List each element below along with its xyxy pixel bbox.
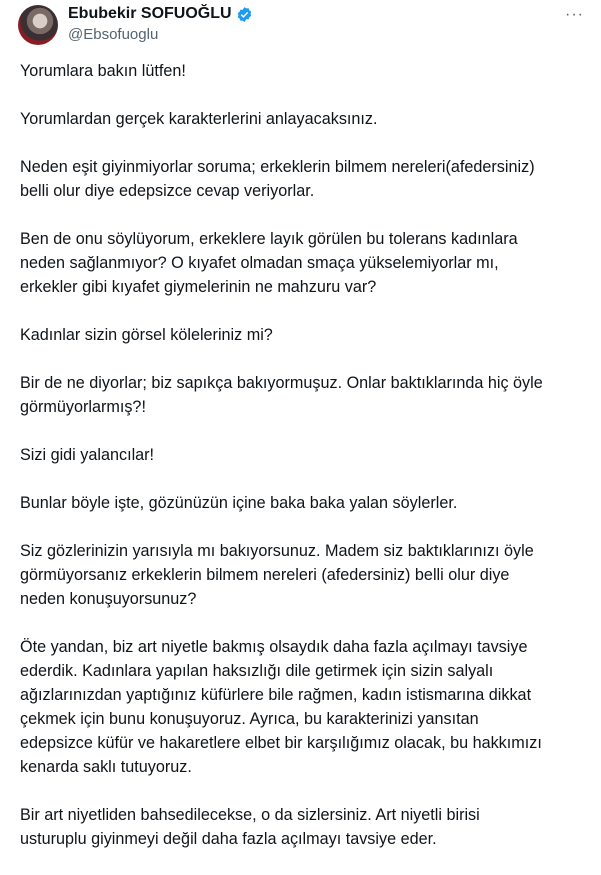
tweet-line: erkekler gibi kıyafet giymelerinin ne mahzuru var?	[20, 278, 377, 296]
tweet-line: ağızlarınızdan yaptığınız küfürlere bile rağmen, kadın istismarına dikkat	[20, 686, 532, 704]
tweet-line: Bir de ne diyorlar; biz sapıkça bakıyormuşuz. Onlar baktıklarında hiç öyle	[20, 374, 543, 392]
tweet-header	[0, 0, 601, 56]
author-name[interactable]: Ebubekir SOFUOĞLU	[68, 5, 232, 22]
tweet-paragraph	[20, 491, 595, 515]
tweet-paragraph	[20, 155, 595, 203]
tweet-line: neden konuşuyorsunuz?	[20, 590, 197, 608]
author-name-row[interactable]	[68, 5, 253, 23]
tweet-line: görmüyorsanız erkeklerin bilmem nereleri (afedersiniz) belli olur diye	[20, 566, 510, 584]
tweet-line: Kadınlar sizin görsel köleleriniz mi?	[20, 326, 273, 344]
tweet-line: Bunlar böyle işte, gözünüzün içine baka baka yalan söylerler.	[20, 494, 458, 512]
more-horizontal-icon[interactable]: ···	[565, 6, 584, 23]
tweet-line: Yorumlardan gerçek karakterlerini anlayacaksınız.	[20, 110, 378, 128]
tweet-line: ederdik. Kadınlara yapılan haksızlığı dile getirmek için sizin salyalı	[20, 662, 494, 680]
tweet-line: neden sağlanmıyor? O kıyafet olmadan smaça yükselemiyorlar mı,	[20, 254, 499, 272]
tweet-paragraph	[20, 227, 595, 299]
tweet-line: kenarda saklı tutuyoruz.	[20, 758, 192, 776]
tweet-paragraph	[20, 635, 595, 779]
tweet-line: Neden eşit giyinmiyorlar soruma; erkeklerin bilmem nereleri(afedersiniz)	[20, 158, 535, 176]
author-handle[interactable]: @Ebsofuoglu	[68, 26, 159, 43]
tweet-paragraph	[20, 443, 595, 467]
tweet-line: belli olur diye edepsizce cevap veriyorlar.	[20, 182, 315, 200]
tweet-paragraph	[20, 539, 595, 611]
tweet-line: Yorumlara bakın lütfen!	[20, 62, 186, 80]
tweet-text	[20, 59, 595, 875]
tweet-paragraph	[20, 371, 595, 419]
tweet-paragraph	[20, 803, 595, 851]
tweet-line: görmüyorlarmış?!	[20, 398, 146, 416]
tweet-paragraph	[20, 59, 595, 83]
tweet-line: çekmek için bunu konuşuyoruz. Ayrıca, bu karakterinizi yansıtan	[20, 710, 479, 728]
tweet-line: Ben de onu söylüyorum, erkeklere layık görülen bu tolerans kadınlara	[20, 230, 518, 248]
avatar[interactable]	[18, 5, 58, 45]
tweet-line: Öte yandan, biz art niyetle bakmış olsaydık daha fazla açılmayı tavsiye	[20, 638, 528, 656]
tweet-line: edepsizce küfür ve hakaretlere elbet bir karşılığımız olacak, bu hakkımızı	[20, 734, 542, 752]
tweet-paragraph	[20, 107, 595, 131]
verified-badge-icon	[236, 6, 253, 23]
tweet-line: usturuplu giyinmeyi değil daha fazla açılmayı tavsiye eder.	[20, 830, 437, 848]
tweet-paragraph	[20, 323, 595, 347]
tweet-line: Sizi gidi yalancılar!	[20, 446, 155, 464]
tweet-line: Bir art niyetliden bahsedilecekse, o da sizlersiniz. Art niyetli birisi	[20, 806, 480, 824]
tweet-line: Siz gözlerinizin yarısıyla mı bakıyorsunuz. Madem siz baktıklarınızı öyle	[20, 542, 534, 560]
